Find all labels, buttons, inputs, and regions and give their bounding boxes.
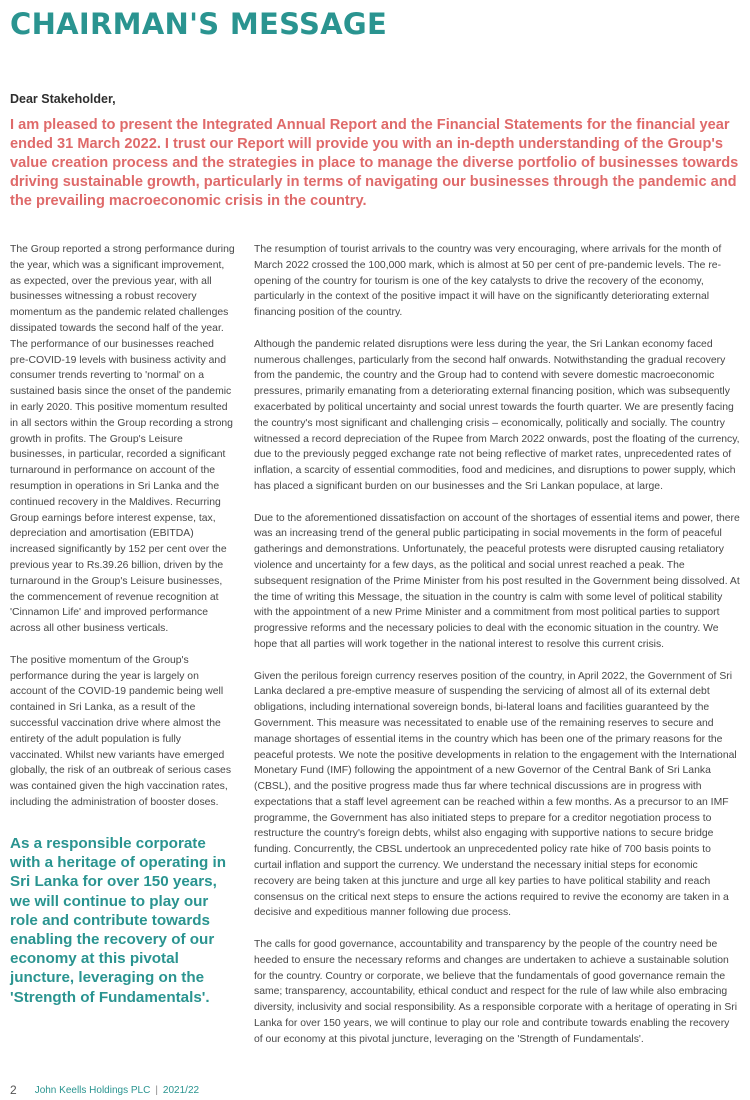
page-title: CHAIRMAN'S MESSAGE <box>10 7 388 41</box>
right-column <box>254 242 740 1063</box>
left-column <box>10 242 235 826</box>
footer-year: 2021/22 <box>162 1084 200 1096</box>
page-number: 2 <box>10 1083 17 1097</box>
left-paragraph-2: The positive momentum of the Group's performance during the year is largely on account of the COVID-19 pandemic being well contained in Sri Lanka, as a result of the successful vaccination drive where almost the entirety of the adult population is fully vaccinated. Whilst new variants have emerged globally, the risk of an outbreak of serious cases was contained given the high vaccination rates, including the administration of booster doses. <box>10 654 232 808</box>
right-paragraph-3: Due to the aforementioned dissatisfaction on account of the shortages of essential items and power, there was an increasing trend of the general public participating in social movements in the form of peaceful gatherings and demonstrations. Unfortunately, the peaceful protests were disrupted causing retaliatory violence and uncertainty for a few days, as the political and social unrest reached a peak. The subsequent resignation of the Prime Minister from his post resulted in the Government being dissolved. At the time of writing this Message, the situation in the country is calm with some level of political stability with the appointment of a new Prime Minister and a commitment from most political parties to support progressive reforms and the necessary policies to deal with the economic situation in the country. We hope that all parties will work together in the national interest to resolve this current crisis. <box>254 512 740 650</box>
footer-separator: | <box>155 1084 158 1096</box>
pull-quote: As a responsible corporate with a heritage of operating in Sri Lanka for over 150 years, we will continue to play our role and contribute towards enabling the recovery of our economy at this pivotal juncture, leveraging on the 'Strength of Fundamentals'. <box>10 835 227 1006</box>
right-paragraph-1: The resumption of tourist arrivals to the country was very encouraging, where arrivals for the month of March 2022 crossed the 100,000 mark, which is almost at 50 per cent of pre-pandemic levels. The re-opening of the country for tourism is one of the key catalysts to drive the recovery of the economy, particularly in the context of the positive impact it will have on the significantly deteriorating external financing position of the country. <box>254 244 722 319</box>
right-paragraph-2: Although the pandemic related disruptions were less during the year, the Sri Lankan economy faced numerous challenges, particularly from the second half onwards. Notwithstanding the gradual recovery from the pandemic, the country and the Group had to contend with severe domestic macroeconomic pressures, primarily emanating from a deteriorating external financing position, which was subsequently exacerbated by political uncertainty and social unrest towards the fourth quarter. We are presently facing the country's most significant and challenging crisis – economically, politically and socially. The country witnessed a record depreciation of the Rupee from March 2022 onwards, post the floating of the currency, due to the previously pegged exchange rate not being reflective of market rates, unprecedented rates of inflation, a scarcity of essential commodities, food and medicines, and disruptions to power supply, which has placed a significant burden on our businesses and the Sri Lankan populace, at large. <box>254 338 740 492</box>
left-paragraph-1: The Group reported a strong performance during the year, which was a significant improvement, as expected, over the previous year, with all businesses witnessing a robust recovery momentum as the pandemic related challenges dissipated towards the second half of the year. The performance of our businesses reached pre-COVID-19 levels with business activity and consumer trends reverting to 'normal' on a sustained basis since the onset of the pandemic in early 2020. This positive momentum resulted in all sectors within the Group recording a strong growth in profits. The Group's Leisure businesses, in particular, recorded a significant turnaround in performance on account of the resumption in operations in Sri Lanka and the continued recovery in the Maldives. Recurring Group earnings before interest expense, tax, depreciation and amortisation (EBITDA) increased significantly by 152 per cent over the previous year to Rs.39.26 billion, driven by the turnaround in the Group's Leisure businesses, the commencement of revenue recognition at 'Cinnamon Life' and improved performance across all other business verticals. <box>10 244 235 635</box>
intro-paragraph: I am pleased to present the Integrated Annual Report and the Financial Statements for the financial year ended 31 March 2022. I trust our Report will provide you with an in-depth understanding of the Group's value creation process and the strategies in place to manage the diverse portfolio of businesses towards driving sustainable growth, particularly in terms of navigating our businesses through the pandemic and the prevailing macroeconomic crisis in the country. <box>10 117 739 209</box>
page-footer <box>10 1083 199 1097</box>
right-paragraph-5: The calls for good governance, accountability and transparency by the people of the country need be heeded to ensure the necessary reforms and changes are undertaken to achieve a sustainable solution for the country. Country or corporate, we believe that the fundamentals of good governance remain the same; transparency, accountability, ethical conduct and respect for the rule of law while also embracing diversity, inclusivity and social responsibility. As a responsible corporate with a heritage of operating in Sri Lanka for over 150 years, we will continue to play our role and contribute towards enabling the recovery of our economy at this pivotal juncture, leveraging on the 'Strength of Fundamentals'. <box>254 939 738 1045</box>
right-paragraph-4: Given the perilous foreign currency reserves position of the country, in April 2022, the Government of Sri Lanka declared a pre-emptive measure of suspending the servicing of almost all of its external debt obligations, including international sovereign bonds, bi-lateral loans and facilities guaranteed by the Government. This measure was necessitated to enable use of the remaining reserves to secure and manage shortages of essential items in the country which has been one of the primary reasons for the peaceful protests. We note the positive developments in relation to the engagement with the International Monetary Fund (IMF) following the appointment of a new Governor of the Central Bank of Sri Lanka (CBSL), and the positive progress made thus far where technical discussions are in progress with expectations that a staff level agreement can be reached within a few months. As a precursor to an IMF programme, the Government has also initiated steps to prepare for a creditor negotiation process to restructure the country's foreign debts, whilst also engaging with supportive nations to secure bridge funding. Concurrently, the CBSL undertook an unprecedented policy rate hike of 700 basis points to curtail inflation and support the currency. We understand the necessary initial steps for economic recovery are being taken at this juncture and urge all key parties to have political stability and reach consensus on the critical next steps to ensure the actions required to revive the economy are taken in a decisive and expeditious manner following due process. <box>254 670 737 919</box>
salutation: Dear Stakeholder, <box>10 92 116 106</box>
footer-company: John Keells Holdings PLC <box>34 1084 151 1096</box>
